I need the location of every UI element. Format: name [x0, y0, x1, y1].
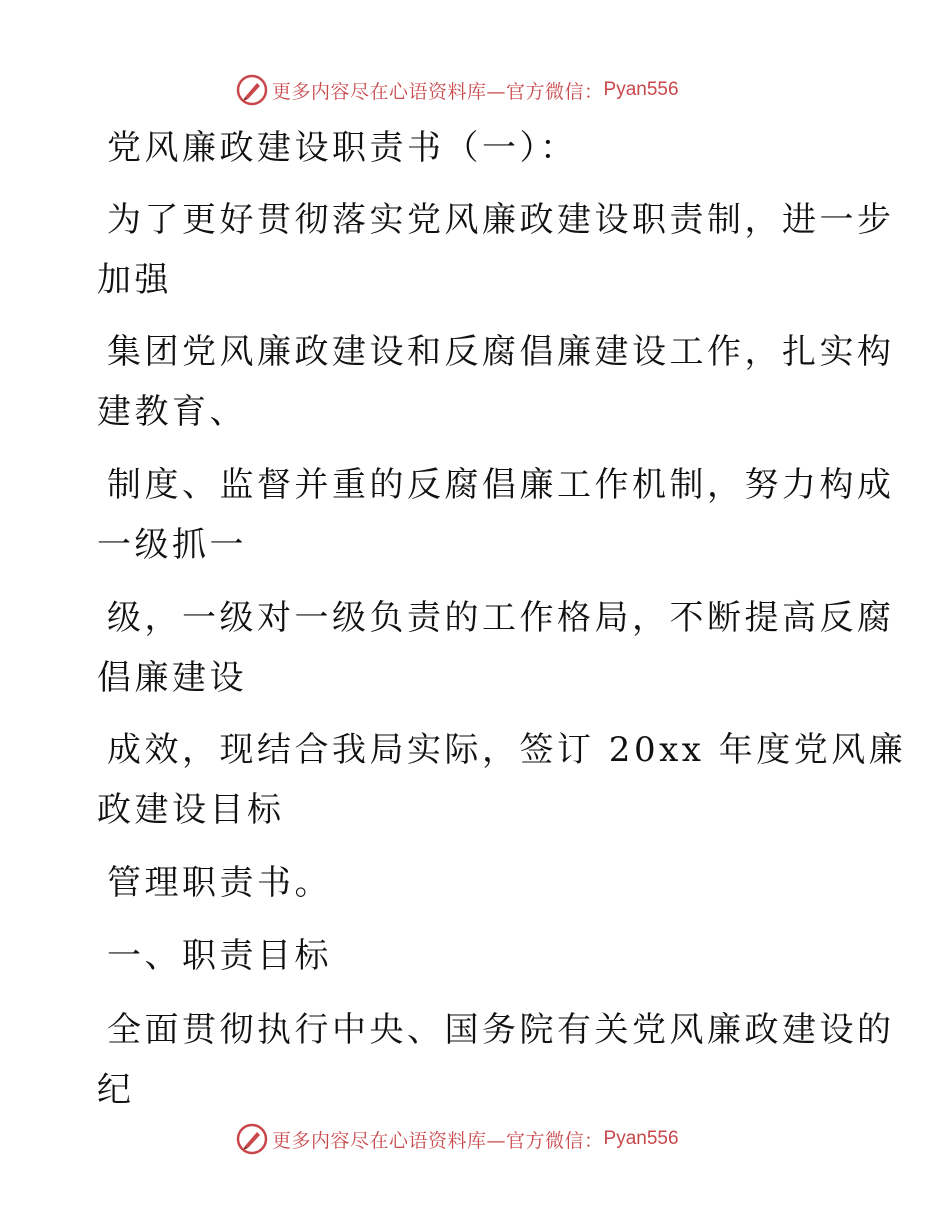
- watermark-wechat-id: Pyan556: [603, 79, 679, 100]
- paragraph-line: 建教育、: [97, 392, 247, 432]
- paragraph-line: 级，一级对一级负责的工作格局，不断提高反腐: [107, 598, 895, 638]
- pen-logo-icon: [236, 1123, 268, 1155]
- paragraph-line: 管理职责书。: [107, 863, 332, 903]
- watermark-suffix: 官方微信：: [506, 80, 604, 103]
- paragraph-line: 集团党风廉政建设和反腐倡廉建设工作，扎实构: [107, 332, 895, 372]
- paragraph-line: 一级抓一: [97, 525, 247, 565]
- header-watermark: [236, 73, 679, 107]
- watermark-text: 更多内容尽在心语资料库—: [272, 80, 507, 103]
- paragraph-line: 成效，现结合我局实际，签订 20xx 年度党风廉: [107, 730, 907, 770]
- paragraph-line: 加强: [97, 260, 172, 300]
- section-heading: 一、职责目标: [107, 936, 332, 976]
- paragraph-line: 制度、监督并重的反腐倡廉工作机制，努力构成: [107, 465, 895, 505]
- paragraph-line: 全面贯彻执行中央、国务院有关党风廉政建设的: [107, 1010, 895, 1050]
- paragraph-line: 为了更好贯彻落实党风廉政建设职责制，进一步: [107, 200, 895, 240]
- watermark-text: 更多内容尽在心语资料库—: [272, 1129, 507, 1152]
- footer-watermark: [236, 1122, 679, 1156]
- watermark-wechat-id: Pyan556: [603, 1128, 679, 1149]
- pen-logo-icon: [236, 74, 268, 106]
- paragraph-line: 纪: [97, 1070, 135, 1110]
- paragraph-line: 倡廉建设: [97, 658, 247, 698]
- watermark-suffix: 官方微信：: [506, 1129, 604, 1152]
- document-title: 党风廉政建设职责书（一）：: [107, 128, 578, 168]
- paragraph-line: 政建设目标: [97, 790, 285, 830]
